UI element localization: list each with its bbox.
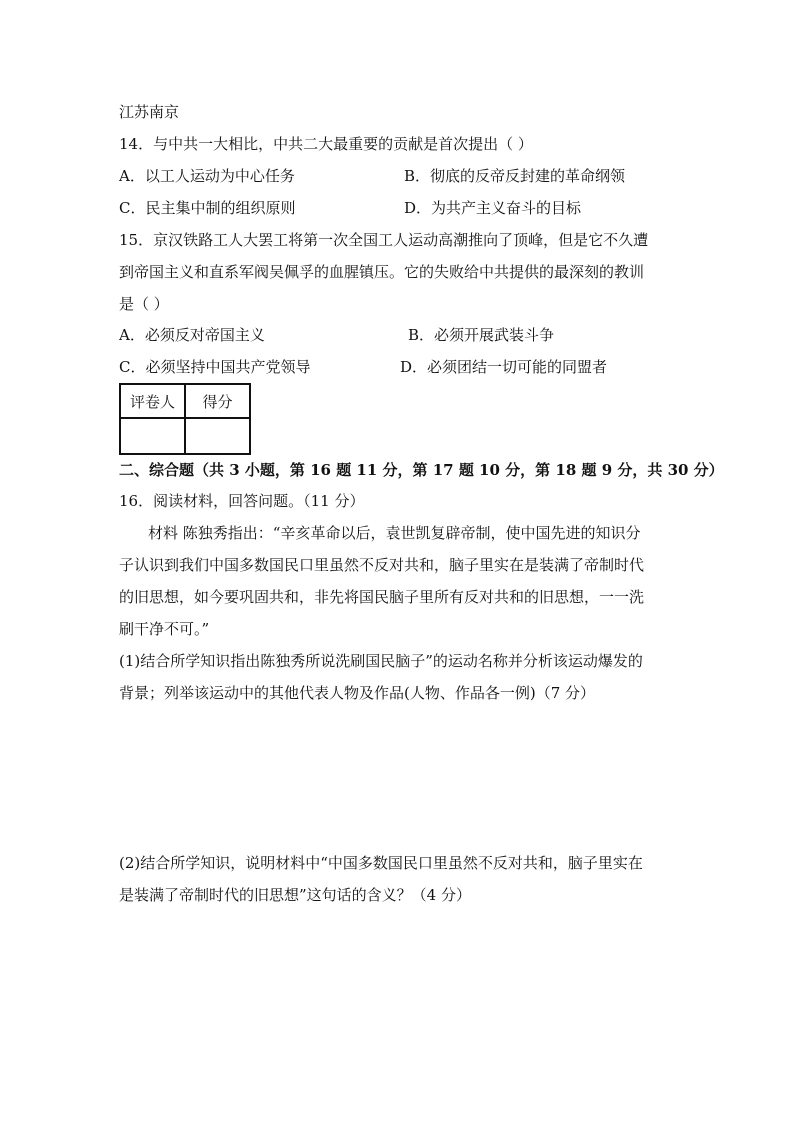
question-15-stem-line: 15．京汉铁路工人大罢工将第一次全国工人运动高潮推向了顶峰，但是它不久遭 <box>119 231 649 249</box>
score-cell[interactable] <box>185 418 250 454</box>
question-15-option-b: B．必须开展武装斗争 <box>408 326 555 344</box>
grader-score-table <box>119 383 251 455</box>
answer-area-2[interactable] <box>119 920 675 1080</box>
question-15-option-d: D．必须团结一切可能的同盟者 <box>400 358 608 376</box>
answer-area-1[interactable] <box>119 715 675 845</box>
question-14-option-d: D．为共产主义奋斗的目标 <box>404 199 582 217</box>
question-15-option-c: C．必须坚持中国共产党领导 <box>119 358 311 376</box>
location-label: 江苏南京 <box>119 103 180 121</box>
question-15-stem-line: 到帝国主义和直系军阀吴佩孚的血腥镇压。它的失败给中共提供的最深刻的教训 <box>119 263 645 281</box>
grader-cell[interactable] <box>120 418 185 454</box>
grader-header: 评卷人 <box>120 384 185 418</box>
sub-question-2-line: 是装满了帝制时代的旧思想”这句话的含义？（4 分） <box>119 886 471 904</box>
question-16-stem: 16．阅读材料，回答问题。（11 分） <box>119 492 365 510</box>
material-line: 的旧思想，如今要巩固共和，非先将国民脑子里所有反对共和的旧思想，一一洗 <box>119 588 645 606</box>
question-14-option-a: A．以工人运动为中心任务 <box>119 167 295 185</box>
question-14-stem: 14．与中共一大相比，中共二大最重要的贡献是首次提出（ ） <box>119 135 533 153</box>
sub-question-1-line: (1)结合所学知识指出陈独秀所说洗刷国民脑子”的运动名称并分析该运动爆发的 <box>119 652 643 670</box>
sub-question-2-line: (2)结合所学知识，说明材料中“中国多数国民口里虽然不反对共和，脑子里实在 <box>119 854 643 872</box>
material-line: 子认识到我们中国多数国民口里虽然不反对共和，脑子里实在是装满了帝制时代 <box>119 556 645 574</box>
question-15-option-a: A．必须反对帝国主义 <box>119 326 265 344</box>
sub-question-1-line: 背景；列举该运动中的其他代表人物及作品(人物、作品各一例)（7 分） <box>119 684 596 702</box>
material-line: 材料 陈独秀指出：“辛亥革命以后，袁世凯复辟帝制，使中国先进的知识分 <box>148 524 641 542</box>
material-line: 刷干净不可。” <box>119 620 210 638</box>
score-header: 得分 <box>185 384 250 418</box>
question-15-stem-line: 是（ ） <box>119 295 169 313</box>
question-14-option-b: B．彻底的反帝反封建的革命纲领 <box>404 167 626 185</box>
question-14-option-c: C．民主集中制的组织原则 <box>119 199 296 217</box>
section-2-heading: 二、综合题（共 3 小题，第 16 题 11 分，第 17 题 10 分，第 18 题 9 分，共 30 分） <box>119 461 724 479</box>
